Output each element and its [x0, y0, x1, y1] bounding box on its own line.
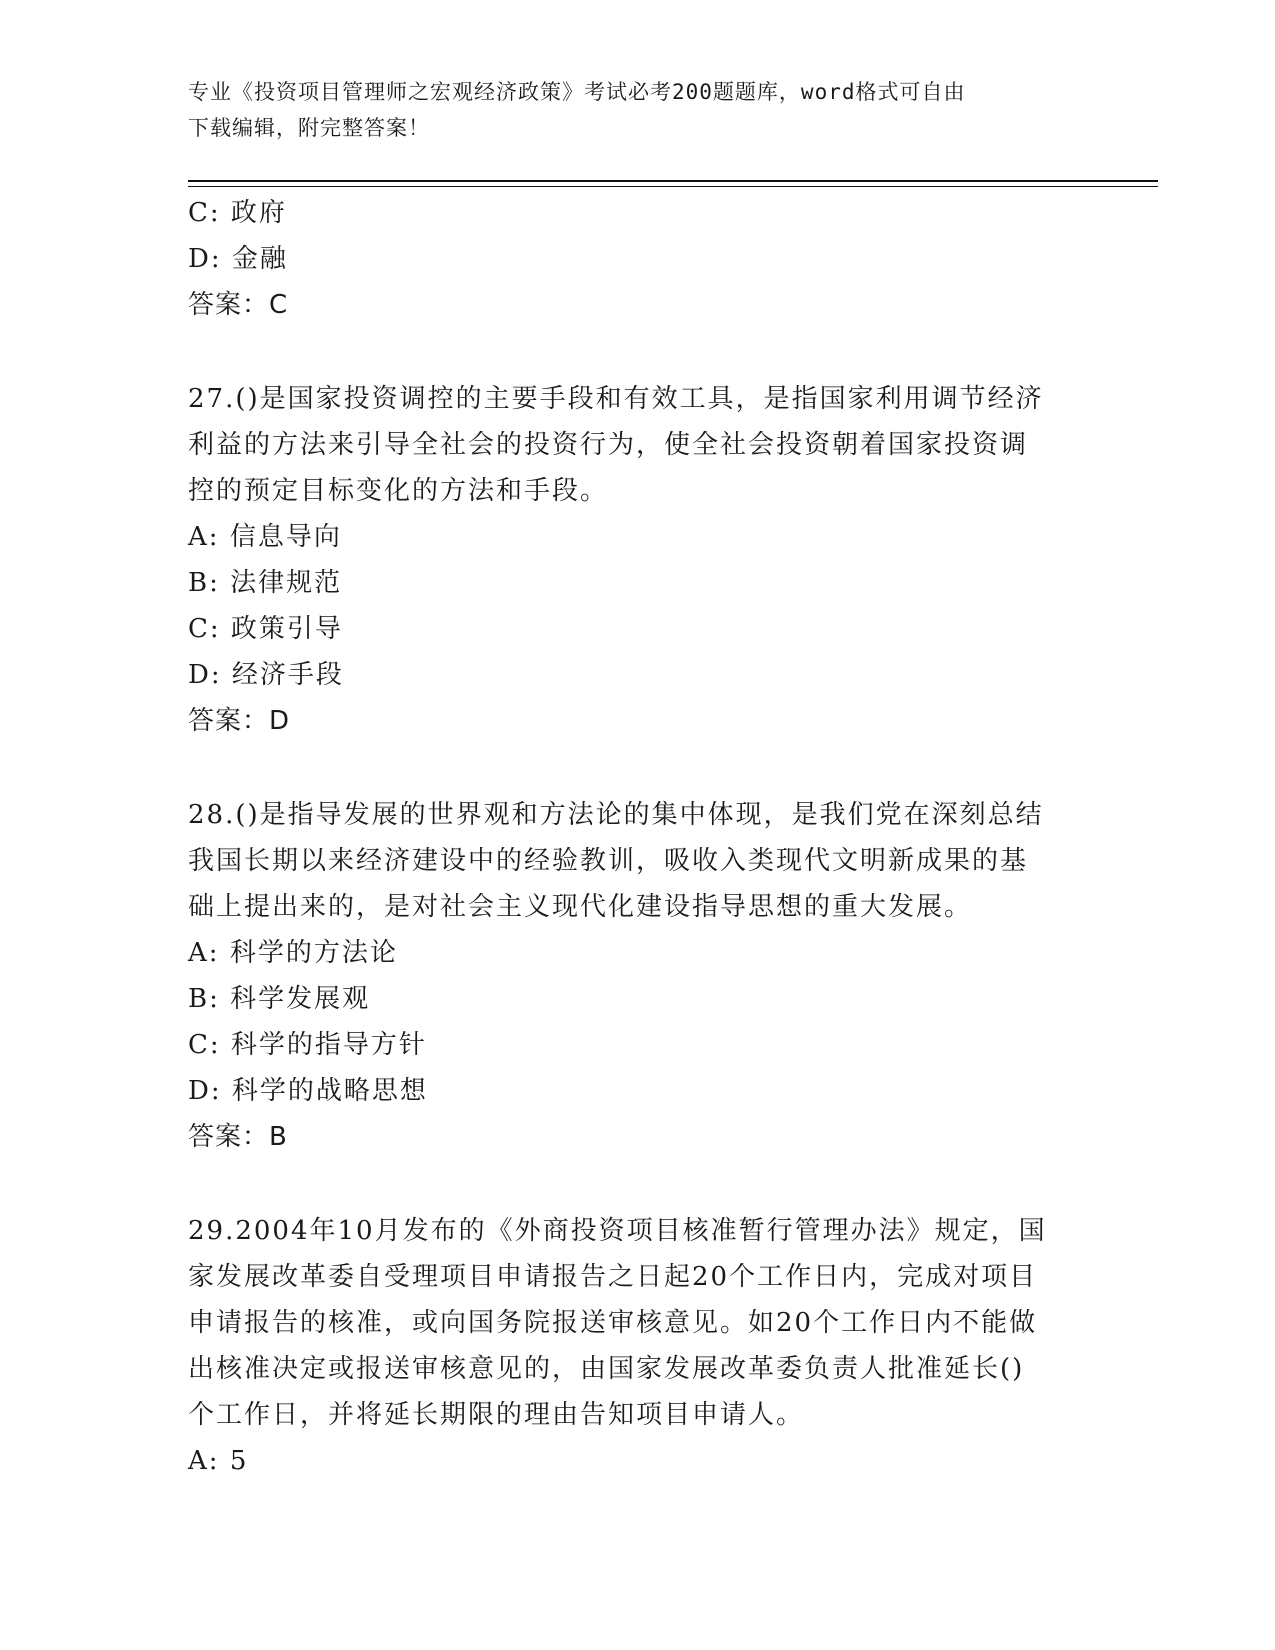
- question-line: 础上提出来的，是对社会主义现代化建设指导思想的重大发展。: [188, 892, 973, 922]
- option-letter: B:: [188, 568, 220, 598]
- option-b: [188, 976, 1088, 1022]
- header-rule-thick: [188, 180, 1158, 182]
- option-a: [188, 514, 1088, 560]
- question-line: 我国长期以来经济建设中的经验教训，吸收入类现代文明新成果的基: [188, 846, 1029, 876]
- option-text: 政策引导: [230, 614, 343, 644]
- option-c: [188, 606, 1088, 652]
- carryover-block: [188, 190, 1088, 328]
- question-line: 申请报告的核准，或向国务院报送审核意见。如20个工作日内不能做: [188, 1308, 1038, 1338]
- option-text: 5: [229, 1446, 249, 1476]
- option-letter: A:: [188, 522, 220, 552]
- answer-line: 答案：B: [188, 1122, 288, 1152]
- question-text: [188, 376, 1088, 514]
- answer-line: 答案：D: [188, 706, 291, 736]
- option-text: 科学发展观: [230, 984, 371, 1014]
- option-text: 金融: [231, 244, 288, 274]
- option-letter: C:: [188, 614, 221, 644]
- option-letter: A:: [188, 1446, 220, 1476]
- question-text: [188, 792, 1088, 930]
- option-a: [188, 930, 1088, 976]
- question-29: [188, 1208, 1088, 1484]
- option-text: 法律规范: [230, 568, 343, 598]
- document-header: [188, 74, 1068, 146]
- option-d: [188, 652, 1088, 698]
- option-c: [188, 190, 1088, 236]
- option-letter: C:: [188, 1030, 221, 1060]
- option-text: 科学的指导方针: [230, 1030, 427, 1060]
- question-list: [188, 190, 1088, 1484]
- option-letter: D:: [188, 244, 222, 274]
- question-line: 27.()是国家投资调控的主要手段和有效工具，是指国家利用调节经济: [188, 384, 1044, 414]
- option-letter: D:: [188, 660, 222, 690]
- option-letter: C:: [188, 198, 221, 228]
- question-line: 个工作日，并将延长期限的理由告知项目申请人。: [188, 1400, 805, 1430]
- question-line: 29.2004年10月发布的《外商投资项目核准暂行管理办法》规定，国: [188, 1216, 1047, 1246]
- question-line: 家发展改革委自受理项目申请报告之日起20个工作日内，完成对项目: [188, 1262, 1038, 1292]
- option-b: [188, 560, 1088, 606]
- question-27: [188, 376, 1088, 744]
- option-c: [188, 1022, 1088, 1068]
- option-a: [188, 1438, 1088, 1484]
- header-line-2: 下载编辑，附完整答案！: [188, 116, 430, 140]
- option-letter: D:: [188, 1076, 222, 1106]
- option-text: 政府: [230, 198, 287, 228]
- option-letter: A:: [188, 938, 220, 968]
- option-text: 科学的战略思想: [231, 1076, 428, 1106]
- header-rule-thin: [188, 186, 1158, 187]
- question-text: [188, 1208, 1088, 1438]
- option-text: 科学的方法论: [229, 938, 398, 968]
- option-letter: B:: [188, 984, 220, 1014]
- option-text: 信息导向: [229, 522, 342, 552]
- question-line: 出核准决定或报送审核意见的，由国家发展改革委负责人批准延长(): [188, 1354, 1025, 1384]
- question-28: [188, 792, 1088, 1160]
- option-d: [188, 236, 1088, 282]
- answer-line: 答案：C: [188, 290, 289, 320]
- question-line: 28.()是指导发展的世界观和方法论的集中体现，是我们党在深刻总结: [188, 800, 1044, 830]
- option-d: [188, 1068, 1088, 1114]
- header-line-1: 专业《投资项目管理师之宏观经济政策》考试必考200题题库，word格式可自由: [188, 80, 966, 104]
- question-line: 控的预定目标变化的方法和手段。: [188, 476, 609, 506]
- option-text: 经济手段: [231, 660, 344, 690]
- question-line: 利益的方法来引导全社会的投资行为，使全社会投资朝着国家投资调: [188, 430, 1029, 460]
